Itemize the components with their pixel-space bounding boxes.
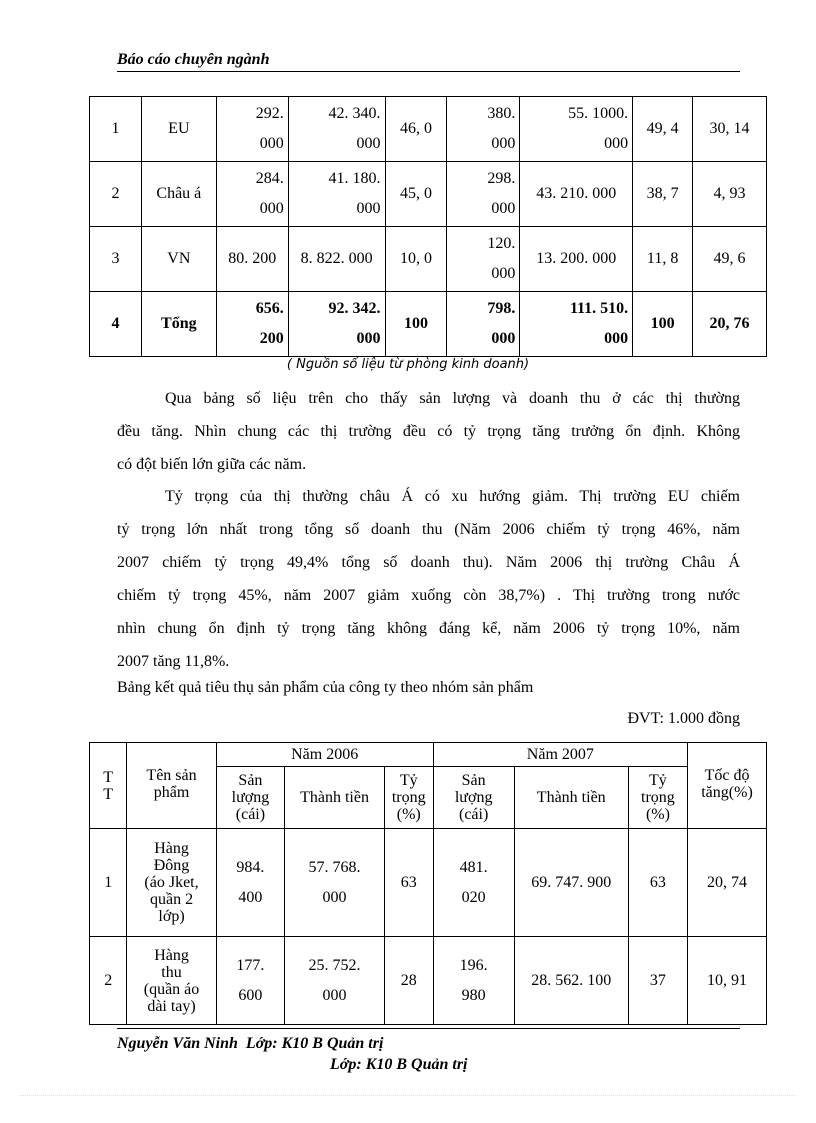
cell-sl2007: 798. 000: [447, 292, 520, 357]
cell-share-2006: 63: [384, 829, 433, 937]
table2-caption: Bảng kết quả tiêu thụ sản phẩm của công ty theo nhóm sản phẩm: [117, 679, 534, 696]
paragraph-line: đều tăng. Nhìn chung các thị trường đều có tỷ trọng tăng trưởng ổn định. Không: [117, 423, 740, 440]
cell-tt2006: 45, 0: [385, 162, 447, 227]
cell-growth: 10, 91: [688, 937, 767, 1025]
cell-sl2007: 120. 000: [447, 227, 520, 292]
cell-dt2007: 13. 200. 000: [520, 227, 633, 292]
cell-sl2006: 292. 000: [216, 97, 288, 162]
paragraph-line: chiếm tỷ trọng 45%, năm 2007 giảm xuống còn 38,7%) . Thị trường trong nước: [117, 587, 740, 604]
header-share-2006: Tỷ trọng (%): [384, 767, 433, 829]
cell-dt2006: 41. 180. 000: [288, 162, 385, 227]
cell-stt: 1: [90, 97, 142, 162]
paragraph-line: nhìn chung ổn định tỷ trọng tăng không đáng kể, năm 2006 tỷ trọng 10%, năm: [117, 620, 740, 637]
cell-market: EU: [141, 97, 216, 162]
cell-quantity-2006: 177. 600: [216, 937, 285, 1025]
header-year-2006: Năm 2006: [216, 743, 433, 767]
page-edge-divider: [20, 1095, 796, 1096]
cell-stt: 2: [90, 937, 127, 1025]
table-row: [90, 97, 767, 162]
table-row-total: [90, 292, 767, 357]
cell-share-2006: 28: [384, 937, 433, 1025]
cell-dt2006: 8. 822. 000: [288, 227, 385, 292]
footer-author-name: Nguyễn Văn Ninh: [117, 1035, 238, 1052]
cell-market: Châu á: [141, 162, 216, 227]
header-share-2007: Tỷ trọng (%): [628, 767, 687, 829]
cell-stt: 4: [90, 292, 142, 357]
cell-amount-2007: 28. 562. 100: [514, 937, 628, 1025]
header-rule: [117, 71, 740, 72]
header-quantity-2006: Sản lượng (cái): [216, 767, 285, 829]
cell-sl2006: 284. 000: [216, 162, 288, 227]
paragraph-line: Tỷ trọng của thị thường châu Á có xu hướng giảm. Thị trường EU chiếm: [165, 488, 740, 505]
cell-quantity-2007: 481. 020: [433, 829, 514, 937]
cell-market: Tổng: [141, 292, 216, 357]
cell-share-2007: 37: [628, 937, 687, 1025]
cell-sl2007: 380. 000: [447, 97, 520, 162]
header-product-name: Tên sản phẩm: [127, 743, 216, 829]
table-header-row: [90, 743, 767, 767]
header-title: Báo cáo chuyên ngành: [117, 51, 270, 68]
table-row: [90, 937, 767, 1025]
cell-share-2007: 63: [628, 829, 687, 937]
cell-tt2006: 100: [385, 292, 447, 357]
table-row: [90, 227, 767, 292]
cell-dt2007: 55. 1000. 000: [520, 97, 633, 162]
paragraph-1: [117, 382, 740, 481]
cell-product-name: Hàng thu (quần áo dài tay): [127, 937, 216, 1025]
cell-tt2006: 10, 0: [385, 227, 447, 292]
paragraph-line: 2007 chiếm tỷ trọng 49,4% tổng số doanh thu). Năm 2006 thị trường Châu Á: [117, 554, 740, 571]
cell-tt2007: 100: [633, 292, 693, 357]
header-amount-2006: Thành tiền: [285, 767, 385, 829]
cell-tt2007: 38, 7: [633, 162, 693, 227]
paragraph-2: [117, 480, 740, 678]
cell-stt: 2: [90, 162, 142, 227]
paragraph-line: 2007 tăng 11,8%.: [117, 653, 230, 670]
cell-amount-2006: 57. 768. 000: [285, 829, 385, 937]
cell-market: VN: [141, 227, 216, 292]
footer-rule: [117, 1028, 740, 1029]
cell-sl2006: 656. 200: [216, 292, 288, 357]
header-growth: Tốc độ tăng(%): [688, 743, 767, 829]
paragraph-line: tỷ trọng lớn nhất trong tổng số doanh thu (Năm 2006 chiếm tỷ trọng 46%, năm: [117, 521, 740, 538]
header-year-2007: Năm 2007: [433, 743, 687, 767]
header-amount-2007: Thành tiền: [514, 767, 628, 829]
cell-sl2007: 298. 000: [447, 162, 520, 227]
cell-tt2007: 11, 8: [633, 227, 693, 292]
cell-sl2006: 80. 200: [216, 227, 288, 292]
cell-amount-2007: 69. 747. 900: [514, 829, 628, 937]
table-source-note: ( Nguồn số liệu từ phòng kinh doanh): [286, 357, 530, 372]
market-revenue-table: [89, 96, 767, 357]
cell-dt2007: 43. 210. 000: [520, 162, 633, 227]
cell-tocdo: 49, 6: [693, 227, 767, 292]
cell-stt: 3: [90, 227, 142, 292]
cell-quantity-2007: 196. 980: [433, 937, 514, 1025]
product-group-table: [89, 742, 767, 1025]
header-quantity-2007: Sản lượng (cái): [433, 767, 514, 829]
footer-class-repeat: Lớp: K10 B Quản trị: [330, 1056, 468, 1073]
cell-tt2006: 46, 0: [385, 97, 447, 162]
table-row: [90, 829, 767, 937]
footer-author-line: [117, 1035, 383, 1053]
cell-stt: 1: [90, 829, 127, 937]
cell-tocdo: 4, 93: [693, 162, 767, 227]
cell-dt2006: 42. 340. 000: [288, 97, 385, 162]
cell-dt2007: 111. 510. 000: [520, 292, 633, 357]
unit-label: ĐVT: 1.000 đồng: [627, 710, 740, 727]
cell-quantity-2006: 984. 400: [216, 829, 285, 937]
cell-growth: 20, 74: [688, 829, 767, 937]
cell-product-name: Hàng Đông (áo Jket, quần 2 lớp): [127, 829, 216, 937]
cell-tocdo: 20, 76: [693, 292, 767, 357]
cell-tt2007: 49, 4: [633, 97, 693, 162]
paragraph-line: Qua bảng số liệu trên cho thấy sản lượng và doanh thu ở các thị thường: [165, 390, 740, 407]
cell-tocdo: 30, 14: [693, 97, 767, 162]
cell-amount-2006: 25. 752. 000: [285, 937, 385, 1025]
table-row: [90, 162, 767, 227]
header-tt: T T: [90, 743, 127, 829]
paragraph-line: có đột biến lớn giữa các năm.: [117, 456, 307, 473]
footer-class: Lớp: K10 B Quản trị: [245, 1035, 384, 1052]
cell-dt2006: 92. 342. 000: [288, 292, 385, 357]
